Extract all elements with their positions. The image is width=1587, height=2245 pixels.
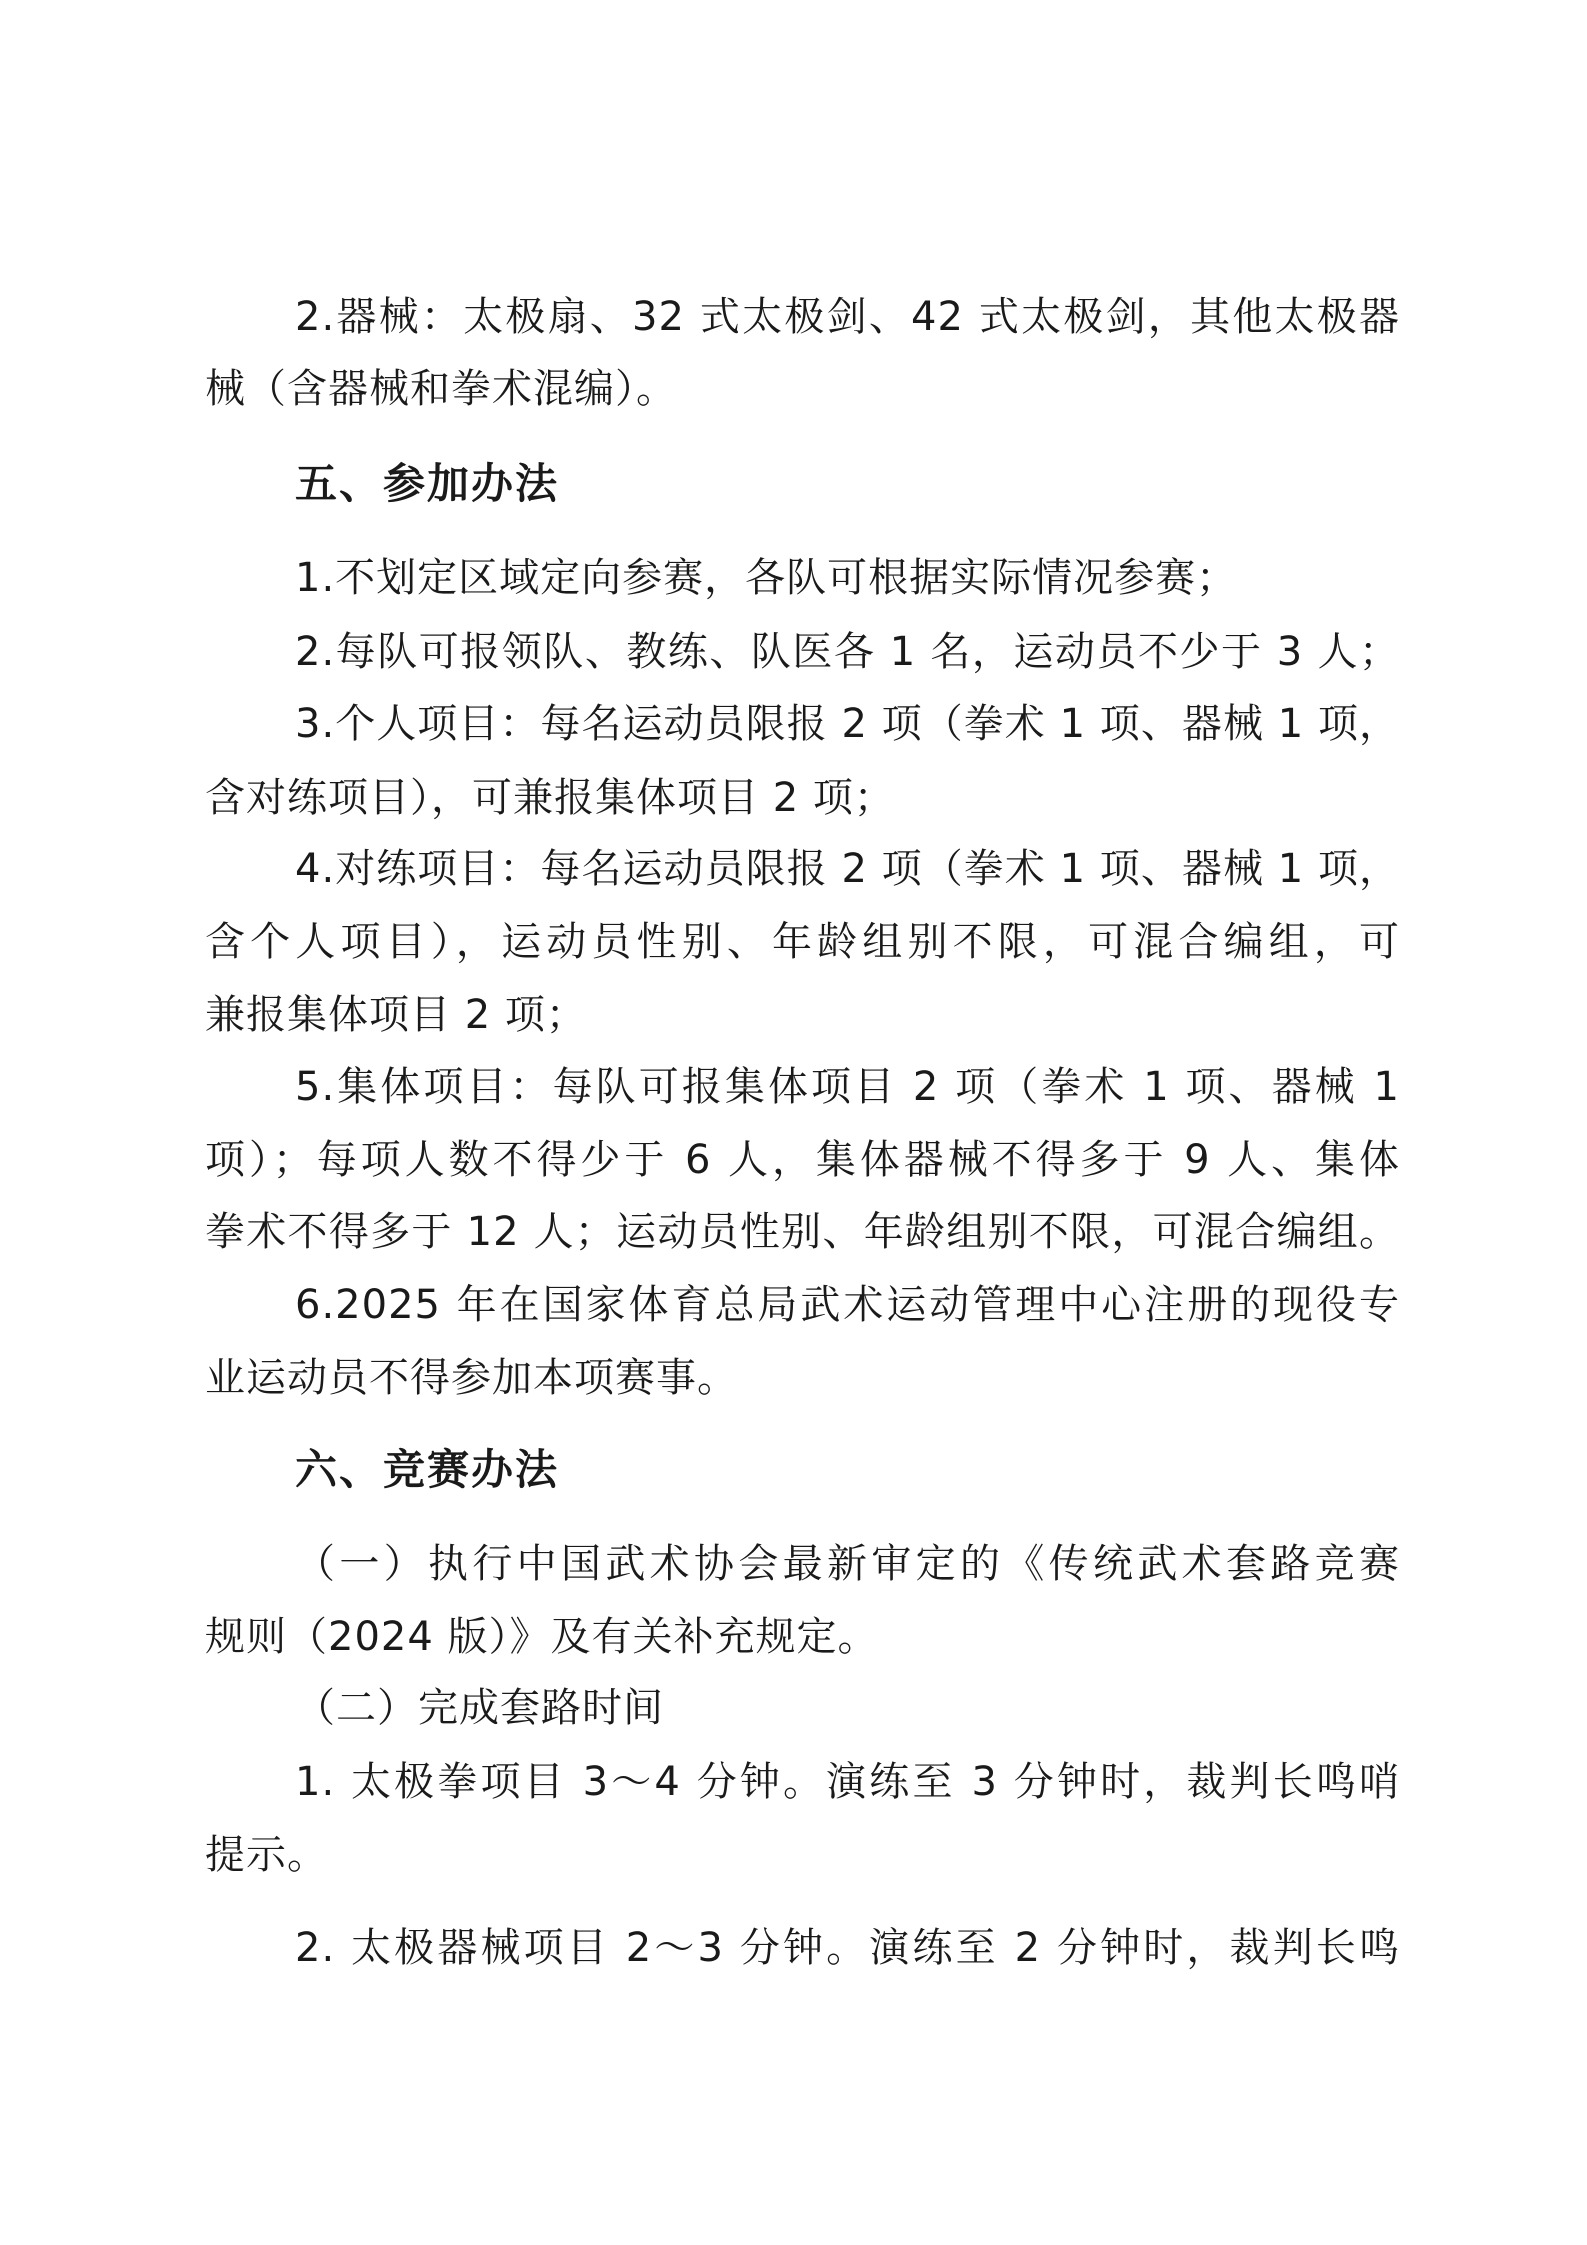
- equipment-line-2: 械（含器械和拳术混编）。: [205, 366, 677, 412]
- time-item-2-line-1: 2. 太极器械项目 2～3 分钟。演练至 2 分钟时，裁判长鸣: [295, 1925, 1400, 1971]
- participation-item-5-line-2: 项）；每项人数不得少于 6 人，集体器械不得多于 9 人、集体: [205, 1137, 1400, 1183]
- participation-item-6-line-2: 业运动员不得参加本项赛事。: [205, 1355, 738, 1401]
- time-item-1-line-1: 1. 太极拳项目 3～4 分钟。演练至 3 分钟时，裁判长鸣哨: [295, 1759, 1400, 1805]
- participation-item-3-line-2: 含对练项目），可兼报集体项目 2 项；: [205, 775, 895, 821]
- participation-item-4-line-2: 含个人项目），运动员性别、年龄组别不限，可混合编组，可: [205, 919, 1400, 965]
- competition-rule-1-line-1: （一）执行中国武术协会最新审定的《传统武术套路竞赛: [295, 1541, 1400, 1587]
- competition-rule-2-heading: （二）完成套路时间: [295, 1685, 664, 1731]
- competition-rule-1-line-2: 规则（2024 版）》及有关补充规定。: [205, 1614, 879, 1660]
- participation-item-5-line-3: 拳术不得多于 12 人；运动员性别、年龄组别不限，可混合编组。: [205, 1209, 1400, 1255]
- participation-item-6-line-1: 6.2025 年在国家体育总局武术运动管理中心注册的现役专: [295, 1282, 1400, 1328]
- participation-item-2: 2.每队可报领队、教练、队医各 1 名，运动员不少于 3 人；: [295, 629, 1400, 675]
- participation-item-4-line-3: 兼报集体项目 2 项；: [205, 992, 587, 1038]
- participation-item-1: 1.不划定区域定向参赛，各队可根据实际情况参赛；: [295, 555, 1238, 601]
- section-heading-participation: 五、参加办法: [295, 459, 560, 508]
- equipment-line-1: 2.器械：太极扇、32 式太极剑、42 式太极剑，其他太极器: [295, 294, 1400, 340]
- participation-item-5-line-1: 5.集体项目：每队可报集体项目 2 项（拳术 1 项、器械 1: [295, 1064, 1400, 1110]
- section-heading-competition: 六、竞赛办法: [295, 1445, 560, 1494]
- time-item-1-line-2: 提示。: [205, 1832, 328, 1878]
- participation-item-4-line-1: 4.对练项目：每名运动员限报 2 项（拳术 1 项、器械 1 项，: [295, 846, 1400, 892]
- participation-item-3-line-1: 3.个人项目：每名运动员限报 2 项（拳术 1 项、器械 1 项，: [295, 701, 1400, 747]
